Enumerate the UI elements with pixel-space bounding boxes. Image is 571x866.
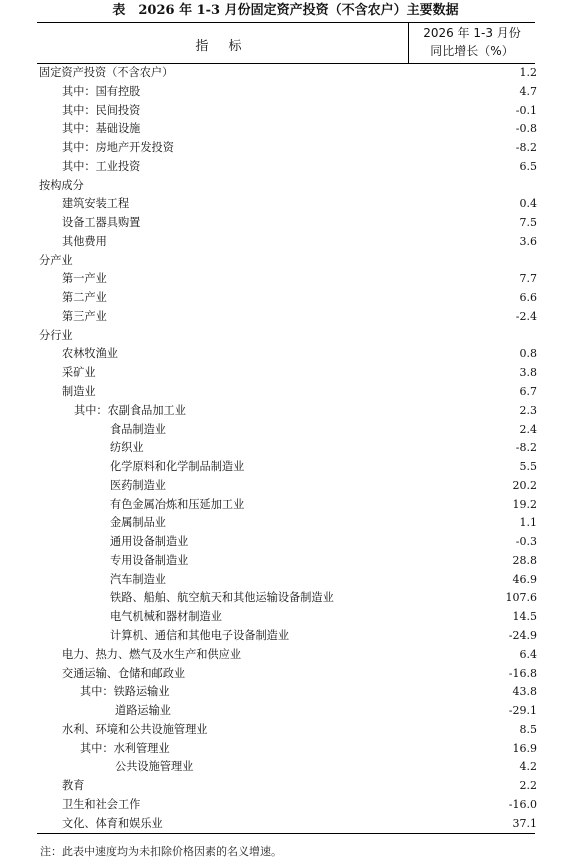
- table-row: [37, 796, 537, 815]
- row-value: 46.9: [512, 572, 537, 586]
- row-value: -8.2: [515, 441, 537, 455]
- row-label: 第一产业: [62, 272, 107, 286]
- table-bottom-rule: [37, 833, 535, 834]
- table-row: [37, 345, 537, 364]
- row-value: -8.2: [515, 141, 537, 155]
- table-row: [37, 496, 537, 515]
- row-value: 1.1: [519, 516, 537, 530]
- row-label: 其中：铁路运输业: [80, 685, 170, 699]
- row-label: 医药制造业: [110, 478, 166, 492]
- table-body: [37, 64, 537, 833]
- row-value: 8.5: [519, 722, 537, 736]
- table-row: [37, 514, 537, 533]
- row-value: 6.4: [519, 647, 537, 661]
- table-row: [37, 665, 537, 684]
- table-row: [37, 758, 537, 777]
- row-value: 14.5: [512, 610, 537, 624]
- row-value: 0.4: [519, 197, 537, 211]
- row-label: 分产业: [39, 253, 73, 267]
- row-label: 其中：基础设施: [62, 122, 141, 136]
- table-row: [37, 83, 537, 102]
- table-row: [37, 627, 537, 646]
- table-row: [37, 646, 537, 665]
- row-value: 0.8: [519, 347, 537, 361]
- table-row: [37, 139, 537, 158]
- row-value: 6.7: [519, 385, 537, 399]
- row-value: 28.8: [512, 553, 537, 567]
- row-label: 计算机、通信和其他电子设备制造业: [110, 628, 290, 642]
- row-value: 37.1: [512, 816, 537, 830]
- table-row: [37, 439, 537, 458]
- table-row: [37, 458, 537, 477]
- table-row: [37, 195, 537, 214]
- table-row: [37, 364, 537, 383]
- table-row: [37, 815, 537, 834]
- row-label: 制造业: [62, 385, 96, 399]
- row-label: 通用设备制造业: [110, 535, 189, 549]
- table-title: 表 2026 年 1-3 月份固定资产投资（不含农户）主要数据: [112, 3, 459, 18]
- row-value: 6.6: [519, 291, 537, 305]
- row-value: -16.0: [508, 797, 537, 811]
- row-value: 3.6: [519, 234, 537, 248]
- row-label: 分行业: [39, 328, 73, 342]
- row-value: 4.2: [519, 760, 537, 774]
- row-label: 固定资产投资（不含农户）: [39, 66, 174, 79]
- row-label: 教育: [62, 779, 85, 793]
- table-row: [37, 608, 537, 627]
- table-row: [37, 233, 537, 252]
- row-value: 6.5: [519, 159, 537, 173]
- row-label: 食品制造业: [110, 422, 166, 436]
- row-value: 1.2: [519, 66, 537, 79]
- row-label: 文化、体育和娱乐业: [62, 816, 163, 830]
- table-row: [37, 270, 537, 289]
- table-row: [37, 589, 537, 608]
- table-top-rule: [37, 22, 535, 23]
- row-label: 其中：房地产开发投资: [62, 141, 174, 155]
- row-value: 2.2: [519, 779, 537, 793]
- row-label: 公共设施管理业: [115, 760, 194, 774]
- table-row: [37, 777, 537, 796]
- table-row: [37, 214, 537, 233]
- header-value-line1: 2026 年 1-3 月份: [423, 26, 521, 40]
- row-value: 7.5: [519, 216, 537, 230]
- row-value: 3.8: [519, 366, 537, 380]
- row-label: 其中：工业投资: [62, 159, 141, 173]
- row-label: 铁路、船舶、航空航天和其他运输设备制造业: [110, 591, 334, 605]
- row-value: 43.8: [512, 685, 537, 699]
- row-label: 其中：国有控股: [62, 84, 141, 98]
- table-row: [37, 102, 537, 121]
- table-row: [37, 289, 537, 308]
- row-label: 交通运输、仓储和邮政业: [62, 666, 186, 680]
- row-value: -0.8: [515, 122, 537, 136]
- row-value: 16.9: [512, 741, 537, 755]
- table-row: [37, 552, 537, 571]
- table-row: [37, 533, 537, 552]
- table-row: [37, 683, 537, 702]
- table-row: [37, 158, 537, 177]
- row-label: 有色金属冶炼和压延加工业: [110, 497, 245, 511]
- row-label: 建筑安装工程: [62, 197, 130, 211]
- row-label: 第三产业: [62, 309, 107, 323]
- table-row: [37, 327, 537, 346]
- table-row: [37, 402, 537, 421]
- row-label: 汽车制造业: [110, 572, 166, 586]
- row-value: -2.4: [515, 309, 537, 323]
- row-label: 采矿业: [62, 366, 96, 380]
- row-value: 107.6: [505, 591, 537, 605]
- footnote: 注：此表中速度均为未扣除价格因素的名义增速。: [40, 845, 282, 858]
- row-value: -0.3: [515, 535, 537, 549]
- header-value-line2: 同比增长（%）: [430, 44, 514, 58]
- row-label: 道路运输业: [115, 704, 171, 718]
- row-value: -16.8: [508, 666, 537, 680]
- row-label: 水利、环境和公共设施管理业: [62, 722, 208, 736]
- row-value: -0.1: [515, 103, 537, 117]
- row-value: 19.2: [512, 497, 537, 511]
- row-label: 电力、热力、燃气及水生产和供应业: [62, 647, 242, 661]
- table-row: [37, 120, 537, 139]
- row-label: 纺织业: [110, 441, 144, 455]
- row-label: 卫生和社会工作: [62, 797, 141, 811]
- row-label: 其中：水利管理业: [80, 741, 170, 755]
- header-indicator: 指 标: [195, 39, 250, 54]
- row-label: 电气机械和器材制造业: [110, 610, 222, 624]
- table-row: [37, 64, 537, 83]
- row-label: 设备工器具购置: [62, 216, 141, 230]
- row-value: 20.2: [512, 478, 537, 492]
- row-value: 7.7: [519, 272, 537, 286]
- table-row: [37, 421, 537, 440]
- row-label: 其中：农副食品加工业: [74, 403, 186, 417]
- row-value: 2.3: [519, 403, 537, 417]
- row-label: 其他费用: [62, 234, 107, 248]
- table-row: [37, 252, 537, 271]
- row-value: 4.7: [519, 84, 537, 98]
- table-row: [37, 702, 537, 721]
- row-value: -29.1: [508, 704, 537, 718]
- table-row: [37, 177, 537, 196]
- table-row: [37, 383, 537, 402]
- row-label: 按构成分: [39, 178, 84, 192]
- row-label: 金属制品业: [110, 516, 166, 530]
- row-label: 化学原料和化学制品制造业: [110, 460, 245, 474]
- row-label: 第二产业: [62, 291, 107, 305]
- row-label: 其中：民间投资: [62, 103, 141, 117]
- row-value: -24.9: [508, 628, 537, 642]
- row-value: 2.4: [519, 422, 537, 436]
- table-row: [37, 477, 537, 496]
- row-value: 5.5: [519, 460, 537, 474]
- row-label: 专用设备制造业: [110, 553, 189, 567]
- header-value: [409, 24, 535, 60]
- table-row: [37, 721, 537, 740]
- table-row: [37, 740, 537, 759]
- table-row: [37, 571, 537, 590]
- row-label: 农林牧渔业: [62, 347, 118, 361]
- table-row: [37, 308, 537, 327]
